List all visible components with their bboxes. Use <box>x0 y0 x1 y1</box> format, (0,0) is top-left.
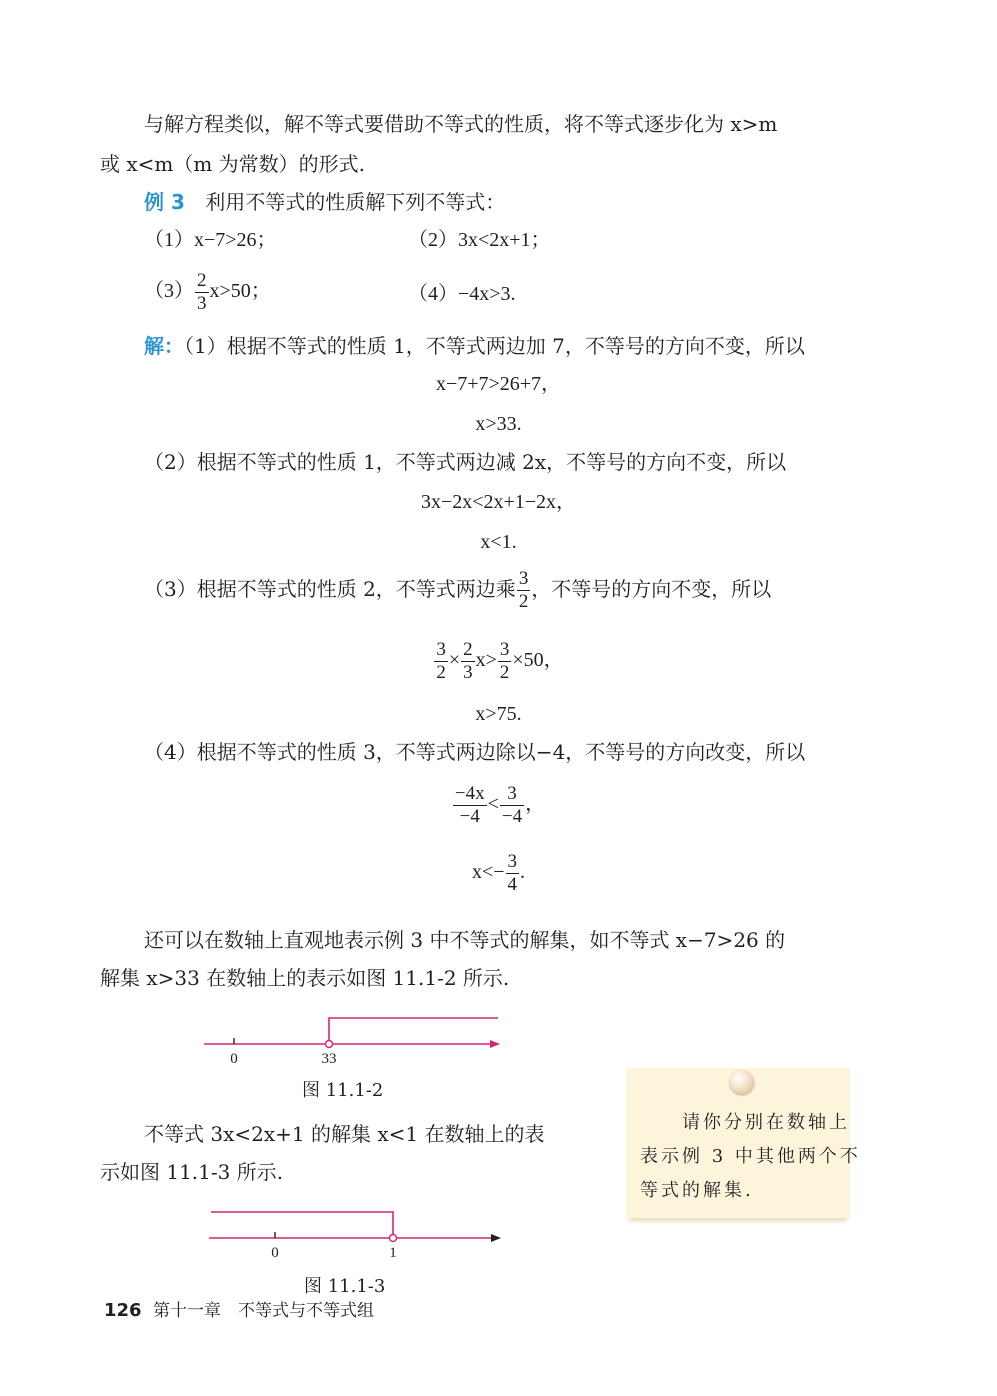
solution-3-eq-2: x>75. <box>475 703 522 725</box>
axis-arrow-icon <box>490 1040 500 1048</box>
note-line-2: 表示例 3 中其他两个不 <box>640 1146 861 1167</box>
eq-fraction-2 <box>500 783 524 828</box>
note-line-3: 等式的解集. <box>640 1180 754 1201</box>
fraction-numerator: −4x <box>454 782 485 804</box>
fraction-denominator: 4 <box>507 873 518 895</box>
solution-4-eq-1 <box>0 776 997 832</box>
tick-label-0: 0 <box>271 1245 279 1261</box>
page-footer <box>104 1296 374 1321</box>
solution-4-eq-2 <box>0 844 997 900</box>
fraction-numerator: 3 <box>500 783 524 806</box>
eq-lead: x<− <box>471 861 505 883</box>
fraction-numerator: 3 <box>518 568 529 589</box>
example-heading <box>144 188 505 216</box>
solution-1-text <box>144 332 805 360</box>
pushpin-icon <box>730 1070 754 1094</box>
chapter-title: 第十一章 不等式与不等式组 <box>152 1301 374 1321</box>
fraction-denominator: −4 <box>501 805 523 827</box>
solution-2-eq-1: 3x−2x<2x+1−2x， <box>420 491 577 513</box>
less-than-sign: < <box>487 793 499 815</box>
eq-tail: ×50， <box>512 649 564 671</box>
intro-line-1: 与解方程类似，解不等式要借助不等式的性质，将不等式逐步化为 x>m <box>144 112 778 136</box>
intro-line-2: 或 x<m（m 为常数）的形式. <box>100 152 366 176</box>
solution-3-text-a: （3）根据不等式的性质 2，不等式两边乘 <box>144 577 516 601</box>
eq-fraction-3 <box>498 639 512 684</box>
solution-2-eq-2: x<1. <box>480 531 517 553</box>
figure-2-caption: 图 11.1-3 <box>304 1276 386 1297</box>
tick-label-1: 1 <box>389 1245 397 1261</box>
open-endpoint <box>326 1041 333 1048</box>
example-label: 例 3 <box>144 190 185 214</box>
fraction-denominator: 2 <box>436 661 446 683</box>
solution-3-eq-1 <box>0 632 997 688</box>
fraction-denominator: 3 <box>463 661 473 683</box>
solution-3-fraction <box>517 568 531 613</box>
solution-3-text-b: ，不等号的方向不变，所以 <box>531 577 772 601</box>
eq-tail: . <box>520 861 526 883</box>
solution-3-text <box>144 568 771 613</box>
problem-3-prefix: （3） <box>144 280 194 303</box>
fraction-denominator: −4 <box>459 805 480 827</box>
problem-1: （1）x−7>26； <box>144 229 277 251</box>
note-line-1: 请你分别在数轴上 <box>682 1112 850 1133</box>
fraction-denominator: 3 <box>197 293 207 314</box>
solution-4-text: （4）根据不等式的性质 3，不等式两边除以−4，不等号的方向改变，所以 <box>144 740 806 764</box>
fraction-denominator: 2 <box>499 661 510 683</box>
solution-set-bracket <box>329 1018 498 1044</box>
figure-1-caption: 图 11.1-2 <box>302 1080 384 1101</box>
eq-fraction-1 <box>453 783 487 828</box>
solution-1-sentence: （1）根据不等式的性质 1，不等式两边加 7，不等号的方向不变，所以 <box>184 334 805 358</box>
eq-fraction <box>506 851 520 896</box>
tick-label-0: 0 <box>230 1051 238 1067</box>
solution-2-text: （2）根据不等式的性质 1，不等式两边减 2x，不等号的方向不变，所以 <box>144 450 787 474</box>
fraction-denominator: 2 <box>518 591 529 612</box>
number-line-figure-1 <box>200 1010 510 1070</box>
problem-3-fraction <box>195 270 209 315</box>
para3-line-1: 不等式 3x<2x+1 的解集 x<1 在数轴上的表 <box>144 1122 545 1146</box>
number-line-figure-2 <box>205 1204 510 1266</box>
solution-1-eq-1: x−7+7>26+7， <box>435 373 562 395</box>
fraction-numerator: 3 <box>436 638 446 660</box>
eq-fraction-1 <box>434 639 448 684</box>
fraction-numerator: 2 <box>463 638 473 660</box>
para2-line-1: 还可以在数轴上直观地表示例 3 中不等式的解集，如不等式 x−7>26 的 <box>144 928 786 952</box>
problem-4: （4）−4x>3. <box>408 283 516 305</box>
eq-fraction-2 <box>461 639 475 684</box>
fraction-numerator: 2 <box>197 270 207 291</box>
solution-set-bracket <box>211 1212 393 1238</box>
para3-line-2: 示如图 11.1-3 所示. <box>100 1160 284 1184</box>
problem-2: （2）3x<2x+1； <box>408 229 551 251</box>
open-endpoint <box>390 1235 397 1242</box>
page-number: 126 <box>104 1300 142 1321</box>
example-title: 利用不等式的性质解下列不等式： <box>205 190 506 214</box>
tick-label-33: 33 <box>321 1051 337 1067</box>
para2-line-2: 解集 x>33 在数轴上的表示如图 11.1-2 所示. <box>100 966 510 990</box>
side-note <box>626 1068 861 1218</box>
fraction-numerator: 3 <box>507 850 518 872</box>
problem-3-suffix: x>50； <box>209 280 271 303</box>
eq-middle: x> <box>475 649 497 671</box>
solution-label: 解： <box>144 334 184 358</box>
problem-3 <box>144 270 271 315</box>
eq-tail: ， <box>525 793 546 815</box>
times-sign: × <box>448 649 461 671</box>
axis-arrow-icon <box>491 1234 501 1242</box>
fraction-numerator: 3 <box>499 638 510 660</box>
solution-1-eq-2: x>33. <box>475 413 522 435</box>
